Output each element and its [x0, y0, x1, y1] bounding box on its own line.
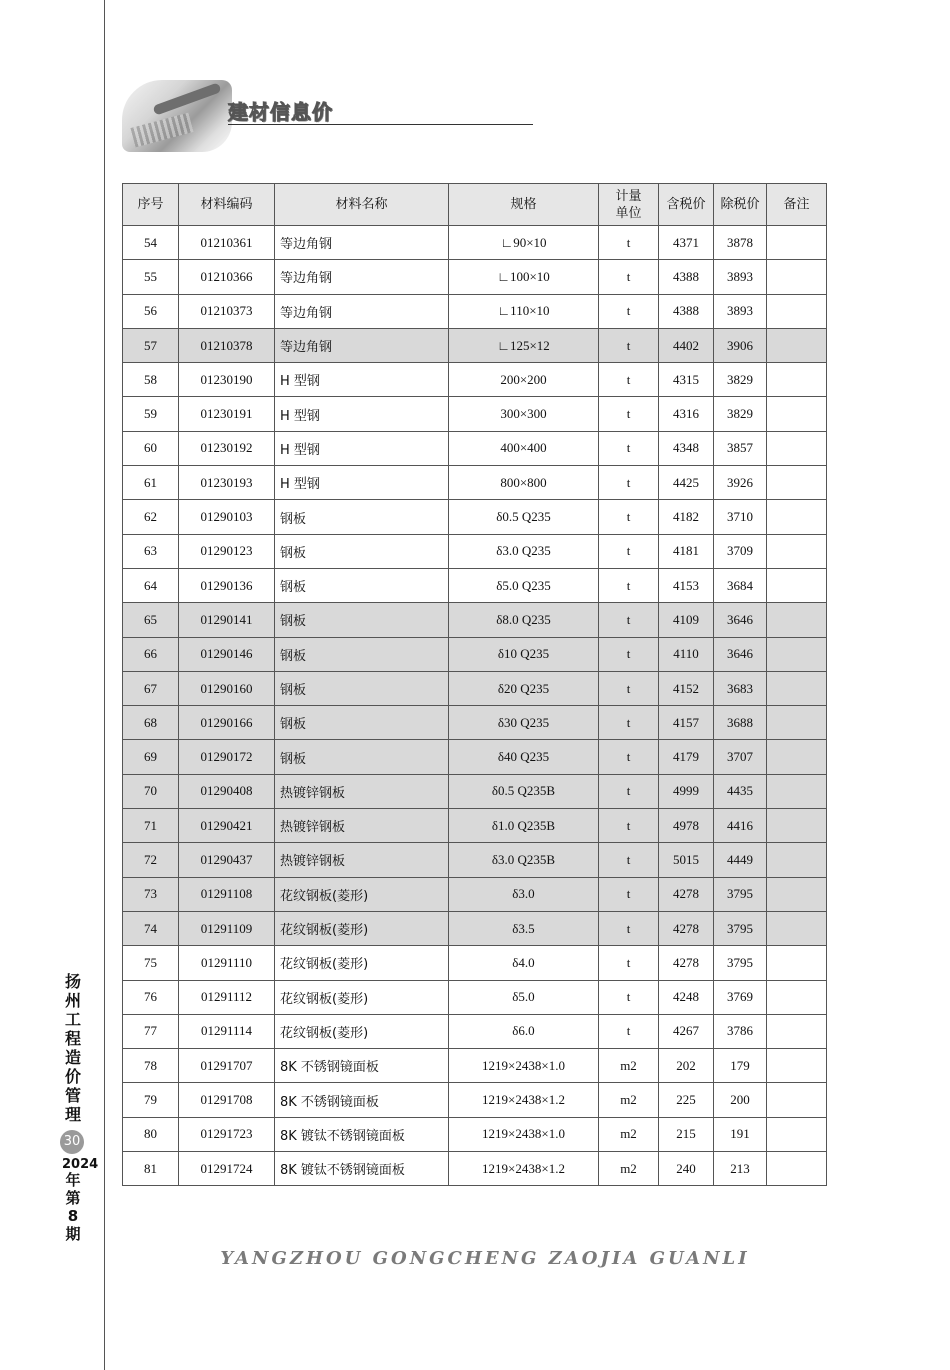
cell-price-notax: 4435: [714, 774, 767, 808]
cell-code: 01290123: [179, 534, 275, 568]
cell-code: 01290408: [179, 774, 275, 808]
table-row: [123, 740, 827, 774]
cell-spec: δ20 Q235: [449, 671, 599, 705]
cell-name: 8K 镀钛不锈钢镜面板: [275, 1152, 449, 1186]
cell-code: 01290146: [179, 637, 275, 671]
cell-remark: [767, 363, 827, 397]
cell-price-notax: 3786: [714, 1014, 767, 1048]
cell-remark: [767, 706, 827, 740]
cell-unit: t: [599, 500, 659, 534]
cell-remark: [767, 774, 827, 808]
cell-code: 01291114: [179, 1014, 275, 1048]
cell-spec: 400×400: [449, 431, 599, 465]
cell-spec: 1219×2438×1.2: [449, 1152, 599, 1186]
cell-seq: 79: [123, 1083, 179, 1117]
cell-price-tax: 4425: [659, 466, 714, 500]
cell-price-notax: 3707: [714, 740, 767, 774]
cell-unit: t: [599, 671, 659, 705]
cell-price-notax: 3893: [714, 260, 767, 294]
journal-name-char: 价: [64, 1067, 81, 1086]
table-row: [123, 226, 827, 260]
table-row: [123, 946, 827, 980]
cell-price-notax: 3710: [714, 500, 767, 534]
cell-name: 热镀锌钢板: [275, 809, 449, 843]
cell-remark: [767, 877, 827, 911]
cell-price-tax: 4248: [659, 980, 714, 1014]
footer-journal-pinyin: YANGZHOU GONGCHENG ZAOJIA GUANLI: [220, 1248, 750, 1269]
cell-unit: m2: [599, 1049, 659, 1083]
cell-code: 01210361: [179, 226, 275, 260]
table-row: [123, 843, 827, 877]
cell-code: 01291707: [179, 1049, 275, 1083]
cell-remark: [767, 603, 827, 637]
section-title: 建材信息价: [228, 100, 333, 124]
cell-spec: δ5.0 Q235: [449, 568, 599, 602]
cell-unit: t: [599, 911, 659, 945]
cell-spec: δ5.0: [449, 980, 599, 1014]
cell-name: 等边角钢: [275, 226, 449, 260]
cell-spec: δ4.0: [449, 946, 599, 980]
cell-spec: δ3.5: [449, 911, 599, 945]
journal-name-char: 工: [64, 1010, 81, 1029]
cell-unit: m2: [599, 1117, 659, 1151]
cell-unit: t: [599, 568, 659, 602]
cell-unit: t: [599, 294, 659, 328]
table-row: [123, 1117, 827, 1151]
cell-code: 01290437: [179, 843, 275, 877]
cell-price-notax: 3857: [714, 431, 767, 465]
issue-char: 2024: [62, 1157, 99, 1172]
cell-price-tax: 4348: [659, 431, 714, 465]
cell-name: 等边角钢: [275, 294, 449, 328]
cell-code: 01291109: [179, 911, 275, 945]
table-row: [123, 568, 827, 602]
table-row: [123, 1014, 827, 1048]
cell-unit: t: [599, 637, 659, 671]
table-row: [123, 500, 827, 534]
header-photo: [122, 80, 232, 152]
cell-unit: t: [599, 706, 659, 740]
cell-spec: 800×800: [449, 466, 599, 500]
cell-seq: 76: [123, 980, 179, 1014]
cell-price-notax: 3829: [714, 363, 767, 397]
cell-code: 01291723: [179, 1117, 275, 1151]
cell-remark: [767, 1083, 827, 1117]
table-row: [123, 774, 827, 808]
cell-name: 钢板: [275, 671, 449, 705]
cell-code: 01291110: [179, 946, 275, 980]
cell-price-tax: 215: [659, 1117, 714, 1151]
col-header-code: 材料编码: [179, 184, 275, 226]
cell-price-tax: 202: [659, 1049, 714, 1083]
cell-name: 热镀锌钢板: [275, 774, 449, 808]
cell-spec: δ8.0 Q235: [449, 603, 599, 637]
cell-seq: 74: [123, 911, 179, 945]
table-row: [123, 260, 827, 294]
cell-seq: 68: [123, 706, 179, 740]
cell-seq: 63: [123, 534, 179, 568]
cell-unit: t: [599, 397, 659, 431]
cell-seq: 54: [123, 226, 179, 260]
cell-seq: 80: [123, 1117, 179, 1151]
cell-remark: [767, 260, 827, 294]
cell-remark: [767, 568, 827, 602]
cell-spec: δ6.0: [449, 1014, 599, 1048]
cell-price-tax: 4402: [659, 328, 714, 362]
cell-spec: ∟90×10: [449, 226, 599, 260]
cell-name: 钢板: [275, 740, 449, 774]
cell-name: 钢板: [275, 706, 449, 740]
cell-remark: [767, 328, 827, 362]
cell-remark: [767, 294, 827, 328]
cell-seq: 67: [123, 671, 179, 705]
cell-price-notax: 3683: [714, 671, 767, 705]
cell-price-tax: 4388: [659, 294, 714, 328]
table-row: [123, 809, 827, 843]
cell-seq: 62: [123, 500, 179, 534]
cell-price-tax: 5015: [659, 843, 714, 877]
table-row: [123, 980, 827, 1014]
table-row: [123, 671, 827, 705]
cell-unit: t: [599, 843, 659, 877]
unit-header-line2: 单位: [615, 205, 642, 221]
cell-name: 花纹钢板(菱形): [275, 946, 449, 980]
header-rule: [228, 124, 533, 125]
cell-unit: t: [599, 534, 659, 568]
table-row: [123, 603, 827, 637]
cell-code: 01210366: [179, 260, 275, 294]
cell-remark: [767, 1014, 827, 1048]
cell-seq: 66: [123, 637, 179, 671]
cell-code: 01210373: [179, 294, 275, 328]
unit-header-line1: 计量: [615, 188, 642, 204]
cell-spec: 1219×2438×1.0: [449, 1117, 599, 1151]
cell-unit: t: [599, 603, 659, 637]
cell-price-tax: 4110: [659, 637, 714, 671]
cell-remark: [767, 226, 827, 260]
cell-price-notax: 3795: [714, 877, 767, 911]
cell-name: 8K 不锈钢镜面板: [275, 1049, 449, 1083]
cell-spec: δ10 Q235: [449, 637, 599, 671]
table-row: [123, 534, 827, 568]
journal-name-char: 理: [64, 1105, 81, 1124]
cell-unit: t: [599, 946, 659, 980]
cell-spec: ∟100×10: [449, 260, 599, 294]
col-header-price-notax: 除税价: [714, 184, 767, 226]
col-header-remark: 备注: [767, 184, 827, 226]
cell-price-notax: 3646: [714, 603, 767, 637]
cell-unit: t: [599, 260, 659, 294]
margin-rule: [104, 0, 105, 1370]
cell-remark: [767, 946, 827, 980]
cell-seq: 65: [123, 603, 179, 637]
cell-name: 花纹钢板(菱形): [275, 877, 449, 911]
cell-remark: [767, 1049, 827, 1083]
cell-unit: t: [599, 877, 659, 911]
cell-price-notax: 3906: [714, 328, 767, 362]
issue-char: 8: [67, 1207, 79, 1225]
cell-remark: [767, 671, 827, 705]
cell-price-tax: 4152: [659, 671, 714, 705]
table-row: [123, 1049, 827, 1083]
cell-price-notax: 3646: [714, 637, 767, 671]
issue-char: 年: [65, 1171, 81, 1189]
cell-spec: δ3.0 Q235B: [449, 843, 599, 877]
cell-code: 01290172: [179, 740, 275, 774]
price-table: [122, 183, 827, 1186]
cell-spec: ∟110×10: [449, 294, 599, 328]
cell-name: 花纹钢板(菱形): [275, 980, 449, 1014]
cell-name: 等边角钢: [275, 328, 449, 362]
cell-seq: 64: [123, 568, 179, 602]
cell-seq: 70: [123, 774, 179, 808]
cell-seq: 71: [123, 809, 179, 843]
cell-unit: t: [599, 363, 659, 397]
cell-seq: 55: [123, 260, 179, 294]
cell-spec: δ3.0 Q235: [449, 534, 599, 568]
issue-char: 第: [65, 1189, 81, 1207]
cell-spec: δ1.0 Q235B: [449, 809, 599, 843]
cell-code: 01230190: [179, 363, 275, 397]
issue-char: 期: [65, 1225, 81, 1243]
cell-code: 01230193: [179, 466, 275, 500]
journal-name-char: 造: [64, 1048, 81, 1067]
cell-name: H 型钢: [275, 397, 449, 431]
cell-price-notax: 4416: [714, 809, 767, 843]
cell-remark: [767, 466, 827, 500]
cell-code: 01290103: [179, 500, 275, 534]
cell-seq: 72: [123, 843, 179, 877]
cell-code: 01290160: [179, 671, 275, 705]
cell-unit: t: [599, 980, 659, 1014]
journal-name-char: 管: [64, 1086, 81, 1105]
cell-spec: 300×300: [449, 397, 599, 431]
cell-price-tax: 4153: [659, 568, 714, 602]
cell-name: 8K 镀钛不锈钢镜面板: [275, 1117, 449, 1151]
cell-spec: δ3.0: [449, 877, 599, 911]
cell-price-notax: 3829: [714, 397, 767, 431]
cell-name: 热镀锌钢板: [275, 843, 449, 877]
cell-seq: 75: [123, 946, 179, 980]
col-header-unit: [599, 184, 659, 226]
cell-spec: δ0.5 Q235B: [449, 774, 599, 808]
cell-name: 钢板: [275, 603, 449, 637]
cell-unit: t: [599, 431, 659, 465]
cell-code: 01290166: [179, 706, 275, 740]
cell-price-tax: 4267: [659, 1014, 714, 1048]
cell-price-tax: 4278: [659, 911, 714, 945]
cell-unit: t: [599, 774, 659, 808]
col-header-seq: 序号: [123, 184, 179, 226]
table-header-row: [123, 184, 827, 226]
table-row: [123, 294, 827, 328]
cell-seq: 73: [123, 877, 179, 911]
cell-seq: 78: [123, 1049, 179, 1083]
cell-unit: m2: [599, 1152, 659, 1186]
cell-price-tax: 4388: [659, 260, 714, 294]
cell-price-notax: 3688: [714, 706, 767, 740]
cell-price-notax: 3878: [714, 226, 767, 260]
cell-name: 钢板: [275, 568, 449, 602]
cell-code: 01210378: [179, 328, 275, 362]
cell-price-notax: 3709: [714, 534, 767, 568]
cell-price-tax: 4182: [659, 500, 714, 534]
cell-unit: t: [599, 226, 659, 260]
journal-name-char: 扬: [64, 972, 81, 991]
table-row: [123, 911, 827, 945]
cell-price-tax: 225: [659, 1083, 714, 1117]
table-row: [123, 1152, 827, 1186]
table-row: [123, 363, 827, 397]
cell-price-notax: 3769: [714, 980, 767, 1014]
table-row: [123, 877, 827, 911]
cell-remark: [767, 843, 827, 877]
cell-spec: δ40 Q235: [449, 740, 599, 774]
cell-unit: t: [599, 328, 659, 362]
col-header-spec: 规格: [449, 184, 599, 226]
cell-price-tax: 4157: [659, 706, 714, 740]
page-number: 30: [60, 1130, 84, 1154]
cell-name: 花纹钢板(菱形): [275, 1014, 449, 1048]
cell-spec: 200×200: [449, 363, 599, 397]
cell-unit: m2: [599, 1083, 659, 1117]
cell-seq: 61: [123, 466, 179, 500]
col-header-name: 材料名称: [275, 184, 449, 226]
cell-seq: 77: [123, 1014, 179, 1048]
cell-remark: [767, 500, 827, 534]
cell-price-tax: 4181: [659, 534, 714, 568]
cell-remark: [767, 740, 827, 774]
cell-price-tax: 4109: [659, 603, 714, 637]
cell-price-tax: 240: [659, 1152, 714, 1186]
cell-seq: 59: [123, 397, 179, 431]
table-row: [123, 706, 827, 740]
table-row: [123, 431, 827, 465]
cell-price-tax: 4315: [659, 363, 714, 397]
cell-remark: [767, 809, 827, 843]
cell-price-tax: 4316: [659, 397, 714, 431]
cell-price-notax: 191: [714, 1117, 767, 1151]
cell-price-notax: 3795: [714, 946, 767, 980]
cell-code: 01230191: [179, 397, 275, 431]
cell-price-notax: 200: [714, 1083, 767, 1117]
cell-remark: [767, 534, 827, 568]
cell-seq: 57: [123, 328, 179, 362]
cell-price-notax: 3684: [714, 568, 767, 602]
cell-price-notax: 179: [714, 1049, 767, 1083]
cell-remark: [767, 980, 827, 1014]
cell-name: 钢板: [275, 500, 449, 534]
cell-name: H 型钢: [275, 431, 449, 465]
table-row: [123, 397, 827, 431]
cell-unit: t: [599, 740, 659, 774]
cell-price-tax: 4179: [659, 740, 714, 774]
cell-remark: [767, 1152, 827, 1186]
journal-name-char: 州: [64, 991, 81, 1010]
cell-name: 等边角钢: [275, 260, 449, 294]
journal-name-char: 程: [64, 1029, 81, 1048]
table-row: [123, 466, 827, 500]
cell-seq: 69: [123, 740, 179, 774]
issue-label-vertical: [62, 1157, 99, 1243]
cell-code: 01291708: [179, 1083, 275, 1117]
cell-remark: [767, 911, 827, 945]
cell-name: 钢板: [275, 637, 449, 671]
cell-remark: [767, 1117, 827, 1151]
cell-price-notax: 4449: [714, 843, 767, 877]
table-row: [123, 637, 827, 671]
cell-code: 01290136: [179, 568, 275, 602]
cell-price-tax: 4278: [659, 877, 714, 911]
cell-seq: 60: [123, 431, 179, 465]
cell-seq: 58: [123, 363, 179, 397]
cell-price-notax: 3926: [714, 466, 767, 500]
cell-code: 01291108: [179, 877, 275, 911]
cell-seq: 56: [123, 294, 179, 328]
col-header-price-tax: 含税价: [659, 184, 714, 226]
table-row: [123, 328, 827, 362]
cell-code: 01291724: [179, 1152, 275, 1186]
cell-spec: δ0.5 Q235: [449, 500, 599, 534]
cell-name: 8K 不锈钢镜面板: [275, 1083, 449, 1117]
cell-price-notax: 3893: [714, 294, 767, 328]
cell-price-notax: 3795: [714, 911, 767, 945]
journal-name-vertical: [62, 972, 84, 1124]
cell-remark: [767, 397, 827, 431]
cell-price-tax: 4978: [659, 809, 714, 843]
cell-spec: 1219×2438×1.0: [449, 1049, 599, 1083]
table-row: [123, 1083, 827, 1117]
cell-unit: t: [599, 466, 659, 500]
cell-name: H 型钢: [275, 466, 449, 500]
cell-unit: t: [599, 809, 659, 843]
cell-price-tax: 4999: [659, 774, 714, 808]
cell-seq: 81: [123, 1152, 179, 1186]
cell-code: 01230192: [179, 431, 275, 465]
cell-price-tax: 4371: [659, 226, 714, 260]
cell-name: 花纹钢板(菱形): [275, 911, 449, 945]
cell-price-tax: 4278: [659, 946, 714, 980]
cell-code: 01290141: [179, 603, 275, 637]
cell-spec: 1219×2438×1.2: [449, 1083, 599, 1117]
cell-spec: ∟125×12: [449, 328, 599, 362]
cell-price-notax: 213: [714, 1152, 767, 1186]
cell-unit: t: [599, 1014, 659, 1048]
cell-code: 01291112: [179, 980, 275, 1014]
cell-name: H 型钢: [275, 363, 449, 397]
cell-name: 钢板: [275, 534, 449, 568]
cell-remark: [767, 431, 827, 465]
cell-code: 01290421: [179, 809, 275, 843]
cell-remark: [767, 637, 827, 671]
cell-spec: δ30 Q235: [449, 706, 599, 740]
